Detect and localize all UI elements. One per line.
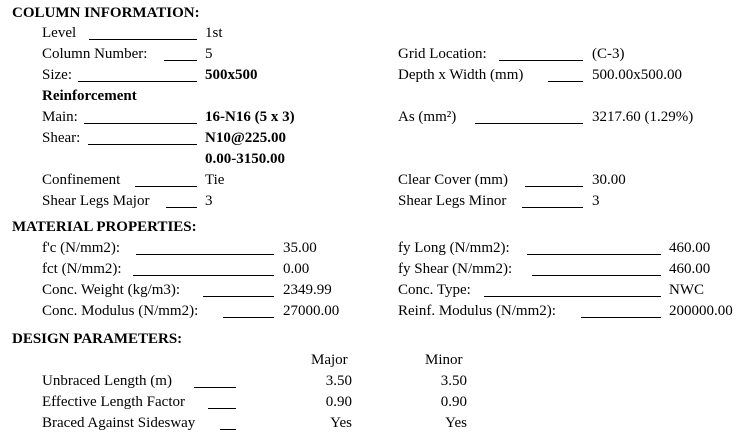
depth-width-label: Depth x Width (mm) — [398, 67, 524, 83]
reinf-modulus-label: Reinf. Modulus (N/mm2): — [398, 303, 556, 319]
conc-modulus-label: Conc. Modulus (N/mm2): — [42, 303, 199, 319]
column-information-heading: COLUMN INFORMATION: — [12, 5, 200, 21]
size-label: Size: — [42, 67, 72, 83]
reinf-modulus-value: 200000.00 — [669, 303, 733, 319]
effective-length-factor-leader — [208, 408, 236, 409]
fc-value: 35.00 — [283, 240, 317, 256]
level-leader — [89, 39, 197, 40]
fy-long-label: fy Long (N/mm2): — [398, 240, 510, 256]
effective-length-factor-major: 0.90 — [325, 394, 352, 410]
level-value: 1st — [205, 25, 223, 41]
grid-location-value: (C-3) — [592, 46, 625, 62]
grid-location-label: Grid Location: — [398, 46, 487, 62]
fct-leader — [133, 275, 274, 276]
clear-cover-label: Clear Cover (mm) — [398, 172, 508, 188]
shear-legs-minor-value: 3 — [592, 193, 600, 209]
braced-against-sidesway-leader — [220, 429, 236, 430]
unbraced-length-major: 3.50 — [325, 373, 352, 389]
depth-width-value: 500.00x500.00 — [592, 67, 682, 83]
clear-cover-leader — [525, 186, 583, 187]
main-leader — [84, 123, 197, 124]
grid-location-leader — [499, 60, 583, 61]
effective-length-factor-label: Effective Length Factor — [42, 394, 185, 410]
design-parameters-heading: DESIGN PARAMETERS: — [12, 331, 183, 347]
fy-shear-value: 460.00 — [669, 261, 711, 277]
depth-width-leader — [548, 81, 583, 82]
fc-label: f'c (N/mm2): — [42, 240, 121, 256]
column-number-value: 5 — [205, 46, 213, 62]
conc-weight-value: 2349.99 — [283, 282, 332, 298]
shear-legs-minor-label: Shear Legs Minor — [398, 193, 507, 209]
conc-type-label: Conc. Type: — [398, 282, 471, 298]
confinement-leader — [135, 186, 197, 187]
fy-shear-label: fy Shear (N/mm2): — [398, 261, 513, 277]
reinforcement-heading: Reinforcement — [42, 88, 137, 104]
unbraced-length-leader — [194, 387, 236, 388]
shear-leader — [88, 144, 197, 145]
braced-against-sidesway-minor: Yes — [445, 415, 467, 431]
unbraced-length-minor: 3.50 — [440, 373, 467, 389]
main-label: Main: — [42, 109, 78, 125]
main-value: 16-N16 (5 x 3) — [205, 109, 295, 125]
fy-long-leader — [527, 254, 661, 255]
conc-modulus-leader — [223, 317, 274, 318]
braced-against-sidesway-major: Yes — [330, 415, 352, 431]
confinement-value: Tie — [205, 172, 225, 188]
fy-shear-leader — [532, 275, 661, 276]
unbraced-length-label: Unbraced Length (m) — [42, 373, 172, 389]
fct-label: fct (N/mm2): — [42, 261, 122, 277]
conc-type-value: NWC — [669, 282, 704, 298]
shear-legs-major-leader — [166, 207, 197, 208]
conc-type-leader — [484, 296, 661, 297]
reinf-modulus-leader — [581, 317, 661, 318]
fct-value: 0.00 — [283, 261, 310, 277]
braced-against-sidesway-label: Braced Against Sidesway — [42, 415, 196, 431]
material-properties-heading: MATERIAL PROPERTIES: — [12, 219, 197, 235]
minor-column-header: Minor — [425, 352, 463, 368]
effective-length-factor-minor: 0.90 — [440, 394, 467, 410]
level-label: Level — [42, 25, 77, 41]
column-number-label: Column Number: — [42, 46, 148, 62]
size-value: 500x500 — [205, 67, 258, 83]
conc-weight-leader — [203, 296, 274, 297]
fc-leader — [136, 254, 274, 255]
fy-long-value: 460.00 — [669, 240, 711, 256]
as-label: As (mm²) — [398, 109, 457, 125]
shear-label: Shear: — [42, 130, 81, 146]
size-leader — [78, 81, 197, 82]
shear-legs-major-label: Shear Legs Major — [42, 193, 150, 209]
clear-cover-value: 30.00 — [592, 172, 626, 188]
confinement-label: Confinement — [42, 172, 121, 188]
shear-value-range: 0.00-3150.00 — [205, 151, 285, 167]
shear-value-spacing: N10@225.00 — [205, 130, 287, 146]
shear-legs-minor-leader — [522, 207, 583, 208]
as-leader — [475, 123, 583, 124]
as-value: 3217.60 (1.29%) — [592, 109, 694, 125]
column-number-leader — [164, 60, 197, 61]
shear-legs-major-value: 3 — [205, 193, 213, 209]
conc-modulus-value: 27000.00 — [283, 303, 340, 319]
major-column-header: Major — [311, 352, 348, 368]
conc-weight-label: Conc. Weight (kg/m3): — [42, 282, 181, 298]
